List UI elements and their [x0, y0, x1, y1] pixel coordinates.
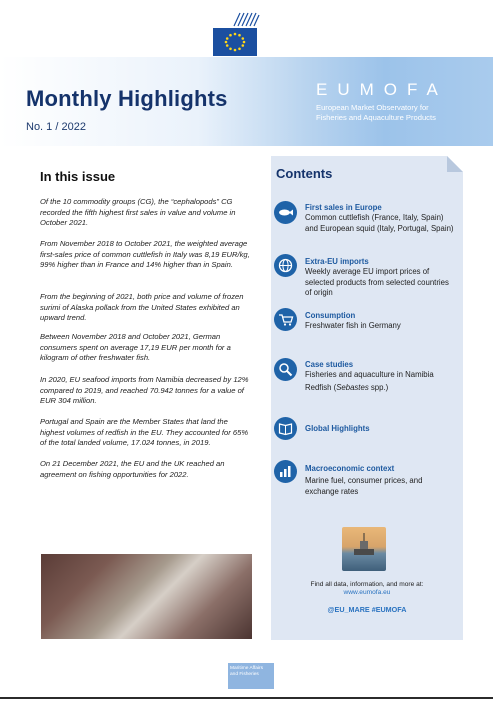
maritime-affairs-line1: Maritime Affairs	[230, 666, 263, 671]
cuttlefish-photo	[41, 554, 252, 639]
book-icon	[274, 417, 297, 440]
contents-item-text: Freshwater fish in Germany	[305, 321, 401, 330]
eumofa-subtitle-line2: Fisheries and Aquaculture Products	[316, 113, 436, 122]
eumofa-link[interactable]: www.eumofa.eu	[343, 589, 391, 596]
contents-item-text: Common cuttlefish (France, Italy, Spain) and European squid (Italy, Portugal, Spain)	[305, 213, 454, 233]
panel-corner-fold	[447, 156, 463, 172]
contents-item-global-highlights[interactable]: Global Highlights	[305, 424, 370, 433]
contents-item-case-studies[interactable]: Case studies	[305, 360, 354, 369]
eumofa-subtitle-line1: European Market Observatory for	[316, 103, 429, 112]
issue-number: No. 1 / 2022	[26, 121, 86, 133]
social-handle[interactable]: @EU_MARE #EUMOFA	[327, 605, 407, 614]
issue-paragraph: Between November 2018 and October 2021, German consumers spent on average 17,19 EUR per month for a kilogram of other freshwater fish.	[40, 332, 231, 363]
contents-item-text: Fisheries and aquaculture in Namibia	[305, 370, 434, 379]
fish-icon	[274, 201, 297, 224]
contents-item-text-redfish	[305, 383, 455, 394]
contents-item-macroeconomic-context[interactable]: Macroeconomic context	[305, 464, 395, 473]
issue-paragraph: On 21 December 2021, the EU and the UK reached an agreement on fishing opportunities for 2022.	[40, 459, 225, 479]
eumofa-logo: EUMOFA	[316, 80, 448, 99]
issue-paragraph: Of the 10 commodity groups (CG), the “cephalopods” CG recorded the fifth highest first sales in value and volume in October 2021.	[40, 197, 236, 228]
issue-paragraph: From November 2018 to October 2021, the weighted average first-sales price of common cuttlefish in Italy was 8,19 EUR/kg, 99% higher than in France and 14% higher than in Spain.	[40, 239, 250, 270]
magnifier-icon	[274, 358, 297, 381]
cart-icon	[274, 308, 297, 331]
find-data-text: Find all data, information, and more at:	[310, 581, 424, 588]
issue-paragraph: From the beginning of 2021, both price and volume of frozen surimi of Alaska pollack from the United States exhibited an upward trend.	[40, 292, 244, 323]
redfish-label: Redfish (	[305, 383, 337, 392]
in-this-issue-heading: In this issue	[40, 169, 116, 184]
species-name: Sebastes	[336, 383, 369, 392]
contents-item-text: Marine fuel, consumer prices, and exchange rates	[305, 476, 423, 496]
chart-icon	[274, 460, 297, 483]
page-title: Monthly Highlights	[26, 86, 228, 111]
species-suffix: spp.)	[368, 383, 389, 392]
contents-item-first-sales[interactable]: First sales in Europe	[305, 203, 382, 212]
globe-icon	[274, 254, 297, 277]
fishing-boat-photo	[342, 527, 386, 571]
maritime-affairs-text	[230, 666, 274, 678]
contents-item-text: Weekly average EU import prices of selected products from selected countries of origin	[305, 267, 449, 297]
issue-paragraph: Portugal and Spain are the Member States that land the highest volumes of redfish in the EU. They accounted for 65% of the total landed volume, 17.024 tonnes, in 2019.	[40, 417, 249, 448]
bottom-divider	[0, 697, 493, 699]
contents-item-extra-eu-imports[interactable]: Extra-EU imports	[305, 257, 369, 266]
maritime-affairs-line2: and Fisheries	[230, 672, 259, 677]
contents-heading: Contents	[276, 166, 333, 181]
contents-item-consumption[interactable]: Consumption	[305, 311, 356, 320]
eu-flag-icon	[213, 28, 257, 56]
issue-paragraph: In 2020, EU seafood imports from Namibia decreased by 12% compared to 2019, and reached 70.942 tonnes for a value of EUR 304 million.	[40, 375, 249, 406]
ec-building-icon	[232, 10, 260, 28]
